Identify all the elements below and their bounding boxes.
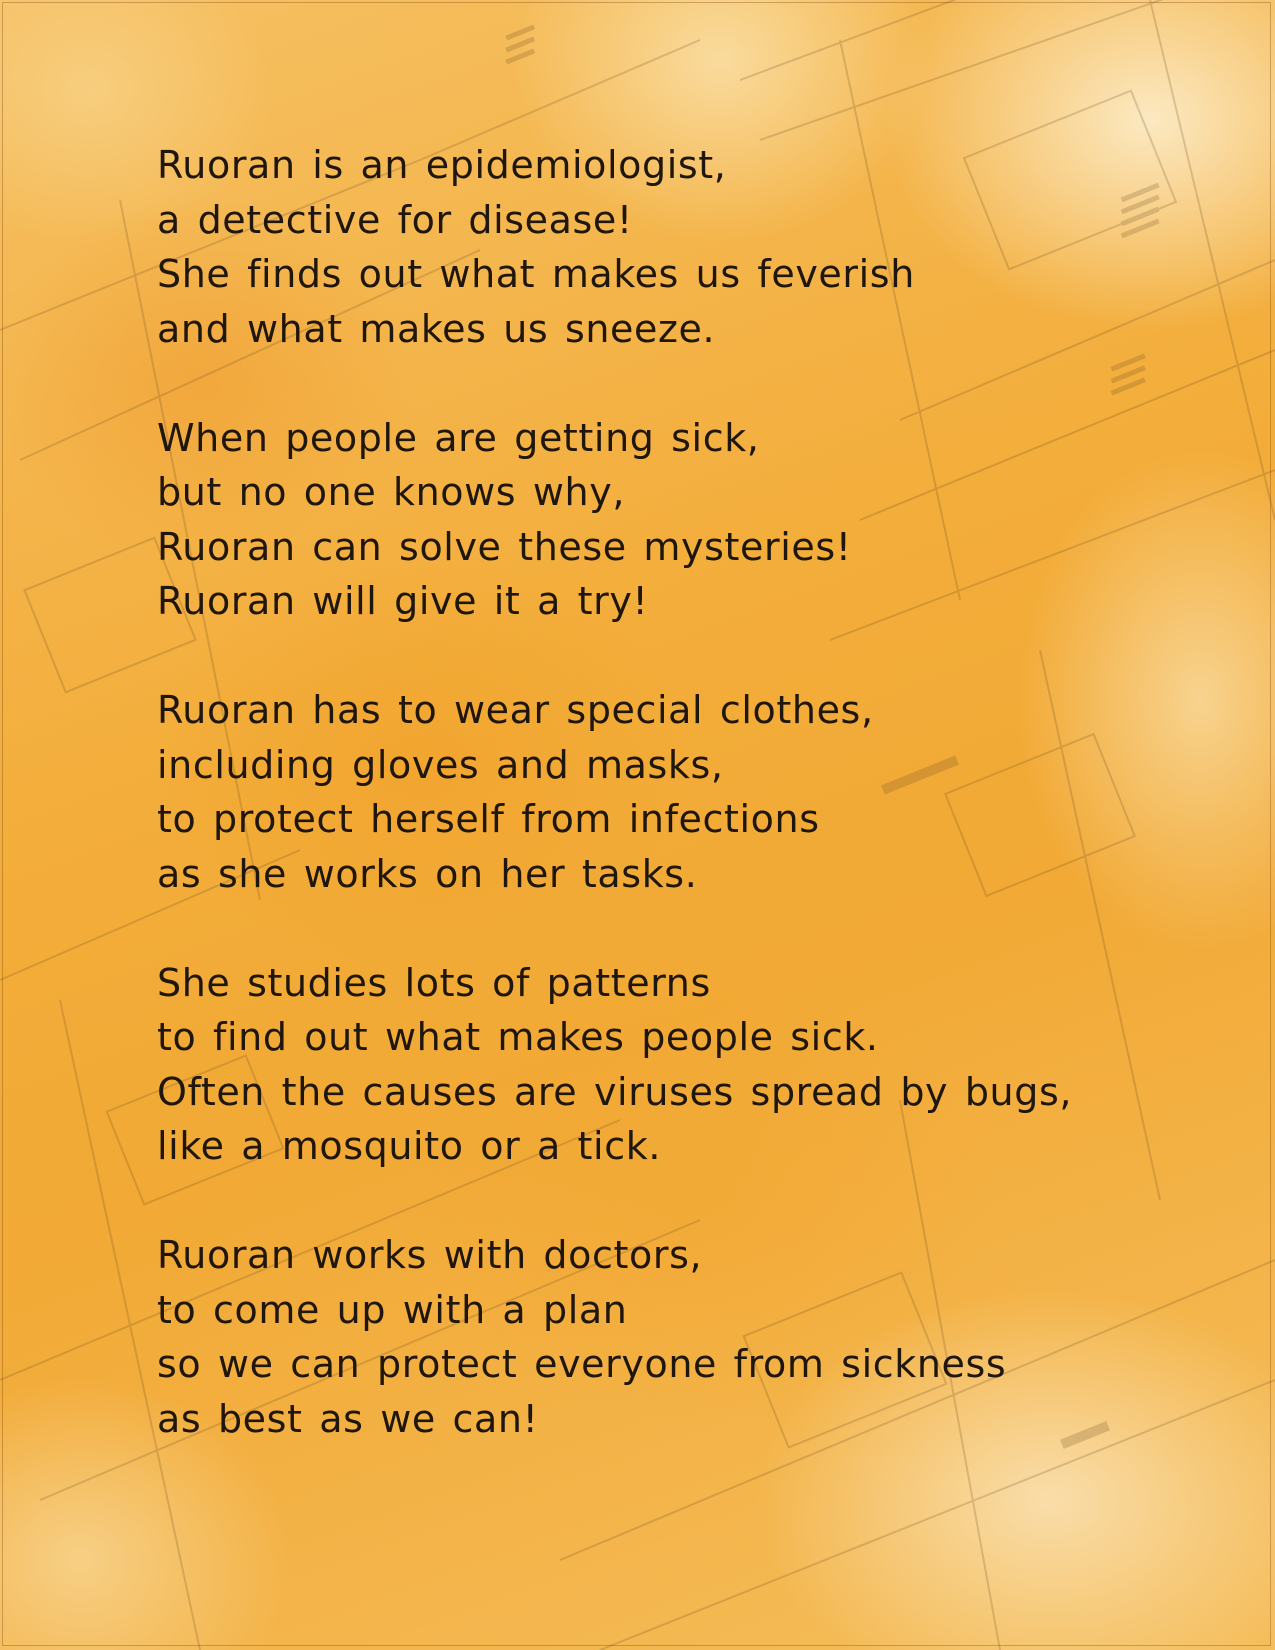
poem-line: but no one knows why, bbox=[157, 470, 626, 514]
poem-line: Ruoran works with doctors, bbox=[157, 1233, 703, 1277]
poem-text bbox=[157, 138, 1177, 1501]
poem-line: She finds out what makes us feverish bbox=[157, 252, 915, 296]
poem-line: Ruoran will give it a try! bbox=[157, 579, 649, 623]
poem-line: Ruoran has to wear special clothes, bbox=[157, 688, 874, 732]
poem-line: including gloves and masks, bbox=[157, 742, 724, 787]
poem-line: to find out what makes people sick. bbox=[157, 1015, 879, 1059]
stanza-4 bbox=[157, 956, 1177, 1174]
poem-line: Ruoran can solve these mysteries! bbox=[157, 524, 852, 569]
stanza-3 bbox=[157, 683, 1177, 901]
poem-line: to protect herself from infections bbox=[157, 797, 820, 841]
poem-line: like a mosquito or a tick. bbox=[157, 1124, 661, 1168]
poem-line: Often the causes are viruses spread by bugs, bbox=[157, 1069, 1073, 1114]
poem-line: When people are getting sick, bbox=[157, 415, 760, 460]
poem-line: She studies lots of patterns bbox=[157, 960, 711, 1005]
poem-line: so we can protect everyone from sickness bbox=[157, 1342, 1007, 1386]
poem-line: Ruoran is an epidemiologist, bbox=[157, 143, 727, 187]
stanza-5 bbox=[157, 1228, 1177, 1446]
stanza-1 bbox=[157, 138, 1177, 356]
poem-line: and what makes us sneeze. bbox=[157, 306, 716, 351]
poem-line: as she works on her tasks. bbox=[157, 851, 698, 896]
poem-line: to come up with a plan bbox=[157, 1287, 628, 1332]
stanza-2 bbox=[157, 411, 1177, 629]
poem-line: as best as we can! bbox=[157, 1396, 539, 1441]
poem-line: a detective for disease! bbox=[157, 197, 633, 242]
